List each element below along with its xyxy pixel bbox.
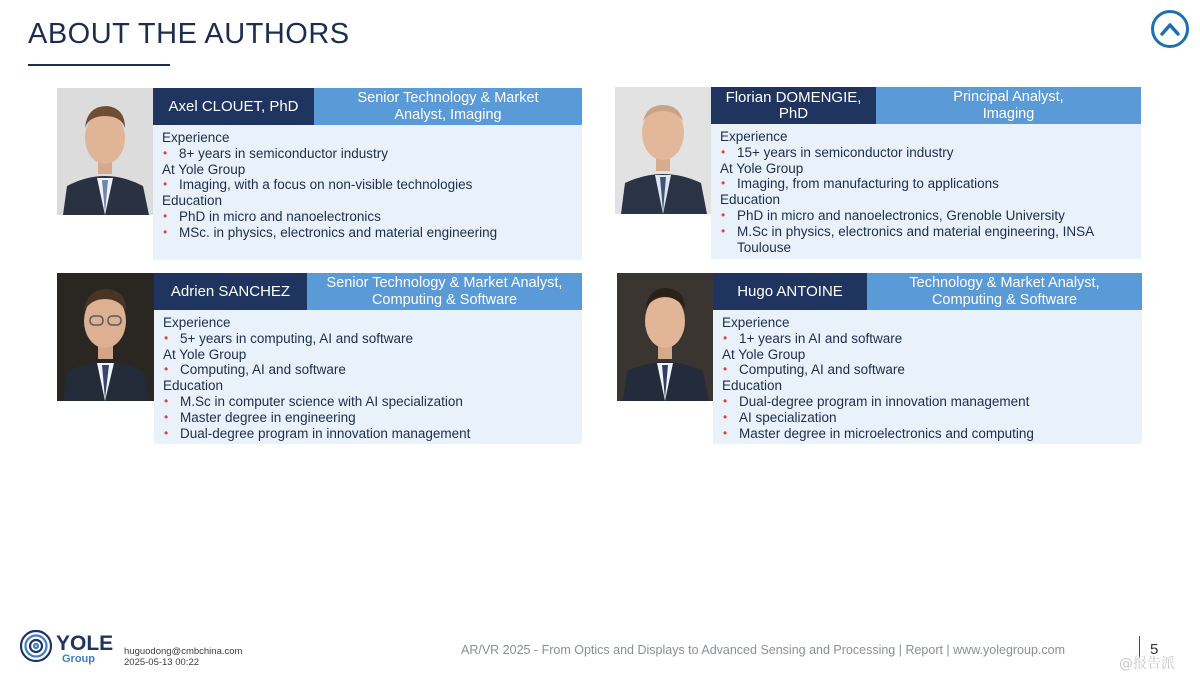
yole-heading: At Yole Group [162,161,246,177]
yole-swirl-icon [21,631,51,661]
logo-text: YOLE [56,632,114,655]
bullet-item: • Dual-degree program in innovation management [164,425,471,441]
footer-report-line: AR/VR 2025 - From Optics and Displays to Advanced Sensing and Processing | Report | www.yolegroup.com [461,643,1066,657]
author-role: Senior Technology & Market Analyst, Computing & Software [307,273,582,310]
experience-heading: Experience [720,129,788,144]
page-number: 5 [1150,641,1159,658]
bullet-item: • PhD in micro and nanoelectronics [163,208,381,224]
education-heading: Education [162,193,223,209]
bullet-item: • PhD in micro and nanoelectronics, Grenoble University [721,207,1065,223]
author-info [153,125,582,260]
bullet-item: • Computing, AI and software [723,362,905,378]
page-title: ABOUT THE AUTHORS [28,18,350,50]
chevron-up-icon [1160,20,1180,38]
author-photo [617,273,713,401]
bullet-item: • M.Sc in physics, electronics and material engineering, INSA Toulouse [721,223,1094,255]
footer-datetime: 2025-05-13 00:22 [124,657,200,668]
bullet-item: • Computing, AI and software [164,362,346,378]
yole-heading: At Yole Group [163,346,247,362]
bullet-item: • Imaging, with a focus on non-visible technologies [163,177,473,193]
bullet-item: • 15+ years in semiconductor industry [721,144,954,160]
experience-heading: Experience [163,315,231,330]
experience-heading: Experience [722,315,790,330]
author-name: Axel CLOUET, PhD [153,88,314,125]
education-heading: Education [722,378,783,394]
experience-heading: Experience [162,130,230,145]
author-photo [57,88,153,215]
bullet-item: • 5+ years in computing, AI and software [164,330,414,346]
yole-logo [18,628,118,666]
yole-heading: At Yole Group [722,346,806,362]
author-role: Principal Analyst, Imaging [876,87,1141,124]
education-heading: Education [720,192,781,208]
bullet-item: • Master degree in engineering [164,409,356,425]
author-info [711,124,1141,259]
footer-email: huguodong@cmbchina.com [124,646,243,657]
scroll-up-button[interactable] [1151,10,1189,48]
author-name: Adrien SANCHEZ [154,273,307,310]
yole-heading: At Yole Group [720,160,804,176]
bullet-item: • M.Sc in computer science with AI specialization [164,393,463,409]
author-photo [615,87,711,214]
bullet-item: • Master degree in microelectronics and computing [723,425,1034,441]
bullet-item: • MSc. in physics, electronics and material engineering [163,224,498,240]
author-info [154,310,582,444]
logo-subtext: Group [62,653,95,665]
title-underline [28,64,170,66]
author-name: Florian DOMENGIE, PhD [711,87,876,124]
author-role: Senior Technology & Market Analyst, Imaging [314,88,582,125]
bullet-item: • AI specialization [723,409,837,425]
bullet-item: • 1+ years in AI and software [723,330,903,346]
author-info [713,310,1142,444]
bullet-item: • Dual-degree program in innovation management [723,393,1030,409]
bullet-item: • 8+ years in semiconductor industry [163,145,388,161]
bullet-item: • Imaging, from manufacturing to applications [721,176,999,192]
watermark: @报告派 [1119,656,1175,672]
author-name: Hugo ANTOINE [713,273,867,310]
education-heading: Education [163,378,224,394]
author-photo [57,273,154,401]
author-role: Technology & Market Analyst, Computing & Software [867,273,1142,310]
footer-user-stamp [124,646,242,668]
